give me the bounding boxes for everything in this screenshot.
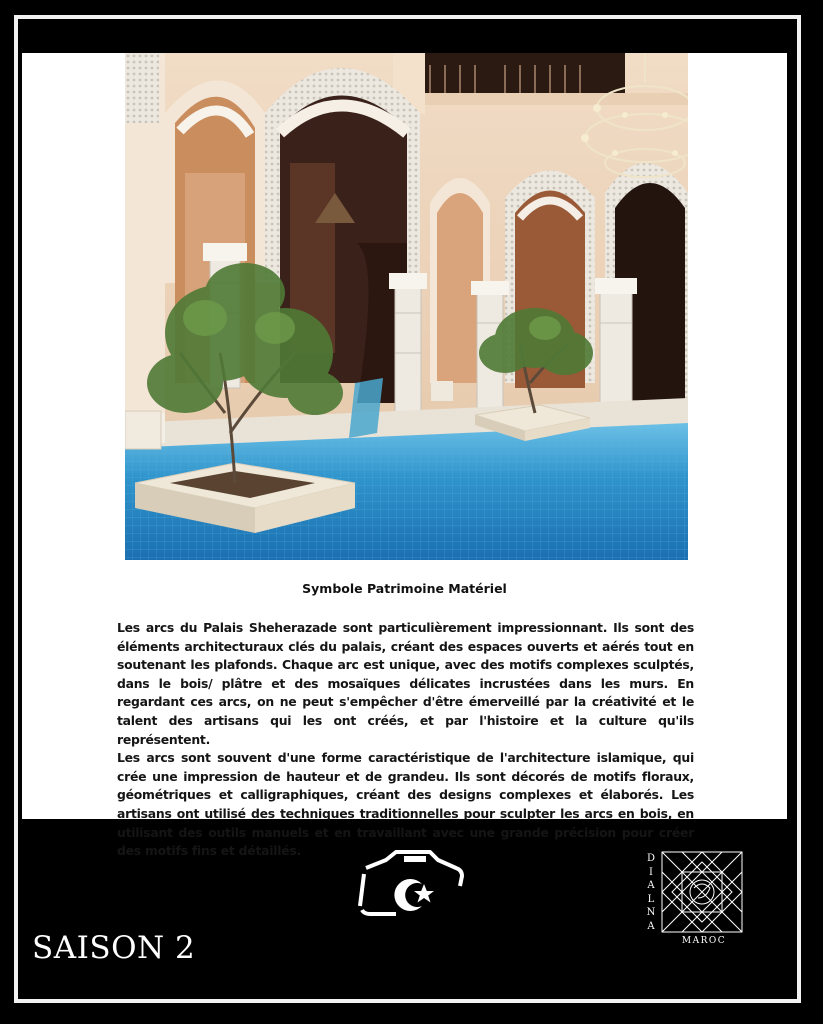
photo-caption: Symbole Patrimoine Matériel — [302, 581, 507, 596]
paragraph-1: Les arcs du Palais Sheherazade sont particulièrement impressionnant. Ils sont des éléments architecturaux clés du palais, créant des espaces ouverts et aérés tout en soutenant les plafonds. Chaque arc est unique, avec des motifs complexes sculptés, dans le bois/ plâtre et des mosaïques délicates incrustées dans les murs. En regardant ces arcs, on ne peut s'empêcher d'être émerveillé par la créativité et le talent des artisans qui les ont créés, et par l'histoire et la culture qu'ils représentent. — [117, 620, 694, 747]
document-page — [22, 53, 787, 859]
zellige-pattern-icon — [654, 850, 746, 934]
brand-vertical-letters: D I A L N A — [646, 853, 656, 932]
body-text — [117, 619, 694, 861]
paragraph-2: Les arcs sont souvent d'une forme caractéristique de l'architecture islamique, qui crée une impression de hauteur et de grandeu. Ils sont décorés de motifs floraux, géométriques et calligraphiques, créant des designs complexes et élaborés. Les artisans ont utilisé des techniques traditionnelles pour sculpter les arcs en bois, en utilisant des outils manuels et en travaillant avec une grande précision pour créer des motifs fins et détaillés. — [117, 750, 694, 859]
camera-star-crescent-logo — [356, 848, 468, 920]
season-label: SAISON 2 — [32, 930, 196, 966]
courtyard-photo — [125, 53, 688, 560]
brand-maroc-text: MAROC — [681, 936, 727, 946]
dialna-maroc-logo — [644, 850, 748, 950]
